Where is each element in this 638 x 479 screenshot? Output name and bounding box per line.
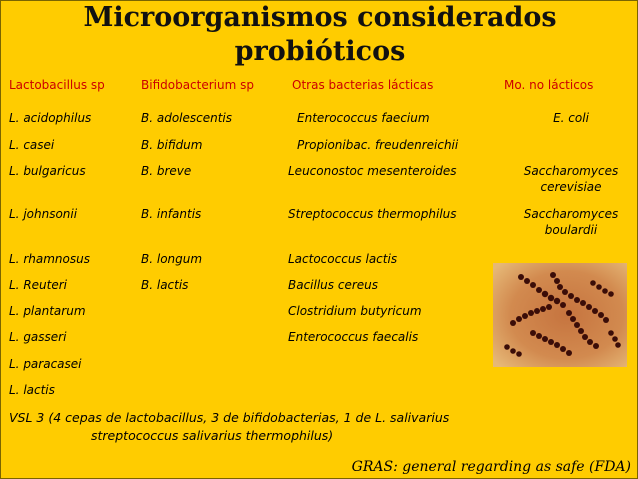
lactobacillus-item: L. plantarum (9, 304, 86, 318)
header-bifidobacterium: Bifidobacterium sp (141, 78, 254, 92)
no-lactico-item: Saccharomyces (523, 164, 619, 178)
bifidobacterium-item: B. breve (141, 164, 192, 178)
bifidobacterium-item: B. lactis (141, 278, 189, 292)
otras-bacterias-item: Propionibac. freudenreichii (297, 138, 459, 152)
otras-bacterias-item: Enterococcus faecium (297, 111, 430, 125)
title-line-2: probióticos (234, 36, 406, 67)
header-otras-bacterias: Otras bacterias lácticas (292, 78, 434, 92)
title-line-1: Microorganismos considerados (83, 2, 557, 33)
no-lactico-item: E. coli (553, 111, 589, 125)
vsl3-note-line-2: streptococcus salivarius thermophilus) (91, 428, 334, 443)
bacteria-micrograph-image (493, 263, 627, 367)
gras-note: GRAS: general regarding as safe (FDA) (351, 459, 631, 475)
no-lactico-item: cerevisiae (540, 180, 602, 194)
otras-bacterias-item: Lactococcus lactis (288, 252, 398, 266)
lactobacillus-item: L. Reuteri (9, 278, 67, 292)
otras-bacterias-item: Clostridium butyricum (288, 304, 422, 318)
otras-bacterias-item: Enterococcus faecalis (288, 330, 419, 344)
vsl3-note-line-1: VSL 3 (4 cepas de lactobacillus, 3 de bifidobacterias, 1 de L. salivarius (9, 410, 450, 425)
lactobacillus-item: L. lactis (9, 383, 55, 397)
bifidobacterium-item: B. infantis (141, 207, 202, 221)
lactobacillus-item: L. johnsonii (9, 207, 78, 221)
no-lactico-item: Saccharomyces (523, 207, 619, 221)
lactobacillus-item: L. bulgaricus (9, 164, 86, 178)
otras-bacterias-item: Leuconostoc mesenteroides (288, 164, 457, 178)
lactobacillus-item: L. casei (9, 138, 55, 152)
lactobacillus-item: L. paracasei (9, 357, 82, 371)
lactobacillus-item: L. gasseri (9, 330, 67, 344)
lactobacillus-item: L. rhamnosus (9, 252, 90, 266)
no-lactico-item: boulardii (544, 223, 598, 237)
bacteria-micrograph-drawing (493, 263, 627, 367)
lactobacillus-item: L. acidophilus (9, 111, 92, 125)
otras-bacterias-item: Bacillus cereus (288, 278, 379, 292)
bifidobacterium-item: B. adolescentis (141, 111, 233, 125)
bifidobacterium-item: B. longum (141, 252, 203, 266)
bifidobacterium-item: B. bifidum (141, 138, 203, 152)
otras-bacterias-item: Streptococcus thermophilus (288, 207, 457, 221)
header-no-lacticos: Mo. no lácticos (504, 78, 594, 92)
header-lactobacillus: Lactobacillus sp (9, 78, 105, 92)
